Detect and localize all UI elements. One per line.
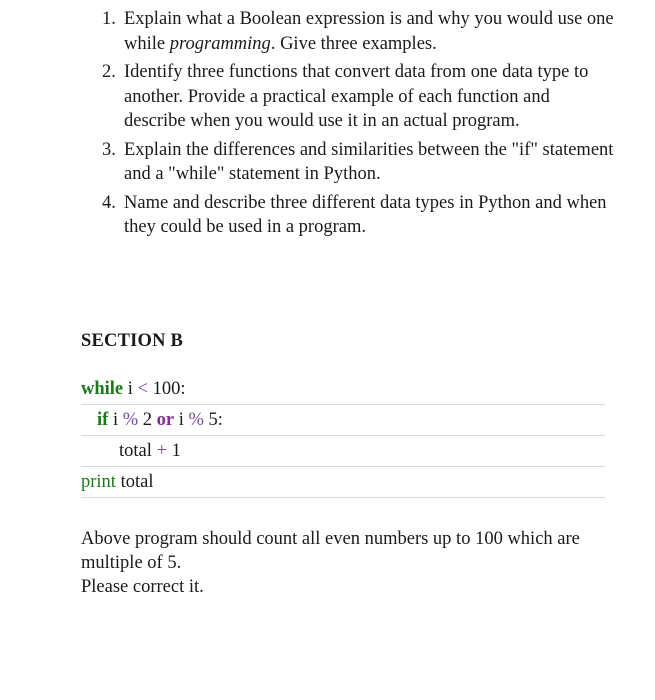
code-line-if [81,405,605,436]
instruction-line: Above program should count all even numbers up to 100 which are multiple of 5. [81,529,580,573]
instruction-note [81,527,611,599]
question-number: 2. [102,62,116,82]
question-2 [102,60,614,134]
code-text: total [119,441,157,461]
operator: % [188,410,204,430]
section-b-title: SECTION B [81,331,184,351]
question-1 [102,7,614,56]
question-text: Explain the differences and similarities between the "if" statement and a "while" statement in Python. [124,139,614,184]
question-text: Identify three functions that convert data from one data type to another. Provide a practical example of each function and describe when you would use it in an actual program. [124,62,589,131]
question-number: 1. [102,9,116,29]
code-text: total [115,472,154,492]
operator: % [122,410,139,430]
code-text: i [123,379,138,399]
code-text: i [108,410,123,430]
code-text: 5: [203,410,223,430]
question-emphasis: programming [169,33,271,54]
keyword-print: print [81,472,116,492]
code-text: 2 [138,410,157,430]
code-text: i [174,410,189,430]
keyword-if: if [97,410,109,430]
code-text: 100: [147,379,186,399]
keyword-while: while [81,379,124,399]
question-text: Name and describe three different data types in Python and when they could be used in a program. [124,192,607,237]
question-text-end: . Give three examples. [270,33,437,54]
code-line-while [81,374,605,405]
question-list [0,7,655,244]
question-3 [102,138,614,187]
keyword-or: or [156,410,175,430]
code-block [81,374,605,498]
question-number: 4. [102,192,116,213]
code-line-total [81,436,605,467]
code-text: 1 [166,441,181,461]
operator: < [137,379,148,399]
question-number: 3. [102,139,116,160]
instruction-line: Please correct it. [81,577,204,597]
operator: + [156,441,167,461]
question-4 [102,191,614,240]
question-text: Explain what a Boolean expression is and why you would use one while [124,9,614,54]
code-line-print [81,467,605,498]
